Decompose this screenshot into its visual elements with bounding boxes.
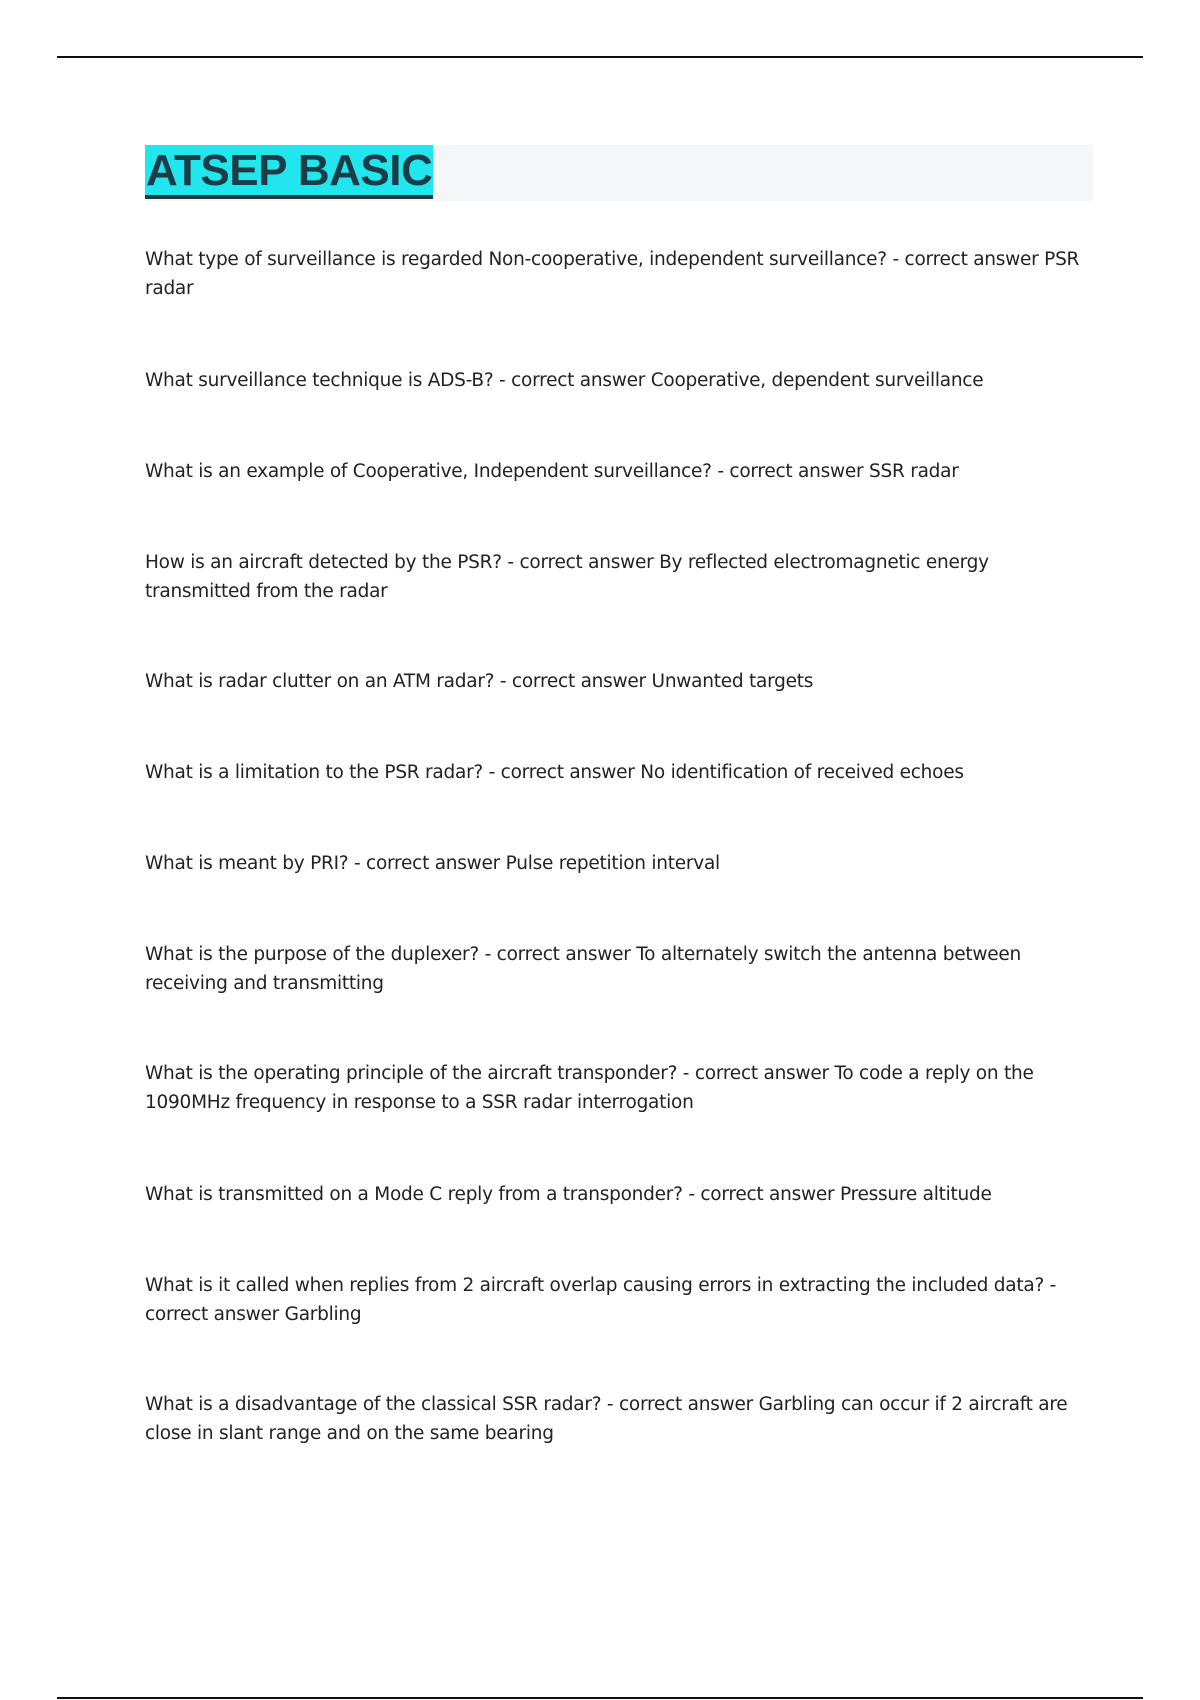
document-title: ATSEP BASIC [145, 145, 433, 199]
qa-item: What type of surveillance is regarded Non-cooperative, independent surveillance? - correct answer PSR radar [145, 249, 1080, 299]
qa-item: What is an example of Cooperative, Independent surveillance? - correct answer SSR radar [145, 461, 959, 482]
top-rule [57, 56, 1143, 58]
qa-item: How is an aircraft detected by the PSR? - correct answer By reflected electromagnetic energy transmitted from the radar [145, 552, 989, 602]
qa-item: What is radar clutter on an ATM radar? - correct answer Unwanted targets [145, 671, 814, 692]
qa-item: What is transmitted on a Mode C reply from a transponder? - correct answer Pressure altitude [145, 1184, 992, 1205]
qa-item: What is a disadvantage of the classical SSR radar? - correct answer Garbling can occur if 2 aircraft are close in slant range and on the same bearing [145, 1394, 1068, 1444]
bottom-rule [57, 1697, 1143, 1699]
qa-item: What is it called when replies from 2 aircraft overlap causing errors in extracting the included data? - correct answer Garbling [145, 1275, 1057, 1325]
qa-item: What is meant by PRI? - correct answer Pulse repetition interval [145, 853, 720, 874]
qa-item: What is the operating principle of the aircraft transponder? - correct answer To code a reply on the 1090MHz frequency in response to a SSR radar interrogation [145, 1063, 1034, 1113]
qa-item: What is the purpose of the duplexer? - correct answer To alternately switch the antenna between receiving and transmitting [145, 944, 1021, 994]
qa-item: What is a limitation to the PSR radar? - correct answer No identification of received echoes [145, 762, 964, 783]
qa-item: What surveillance technique is ADS-B? - correct answer Cooperative, dependent surveillance [145, 370, 984, 391]
